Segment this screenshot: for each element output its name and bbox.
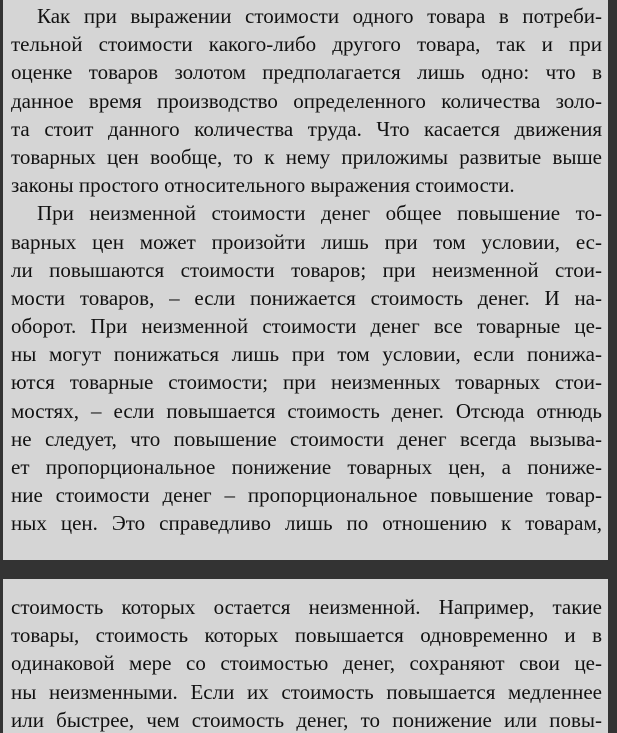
book-page-top xyxy=(3,0,608,560)
text-line: оценке товаров золотом предполагается лишь одно: что в xyxy=(11,60,602,85)
text-line: законы простого относительного выражения стоимости. xyxy=(11,173,515,198)
text-line: ли повышаются стоимости товаров; при неизменной стои- xyxy=(11,257,602,282)
text-line: товары, стоимость которых повышается одновременно и в xyxy=(11,623,602,648)
text-line: оборот. При неизменной стоимости денег все товарные це- xyxy=(11,314,602,339)
text-line: ных цен. Это справедливо лишь по отношению к товарам, xyxy=(11,511,602,536)
text-line: варных цен может произойти лишь при том условии, ес- xyxy=(11,229,602,254)
text-line: тельной стоимости какого-либо другого товара, так и при xyxy=(11,32,602,57)
text-line: мости товаров, – если понижается стоимость денег. И на- xyxy=(11,285,602,310)
book-page-bottom xyxy=(3,579,608,733)
text-line: ет пропорциональное понижение товарных цен, а пониже- xyxy=(11,455,602,479)
text-line: не следует, что повышение стоимости денег всегда вызыва- xyxy=(11,426,602,451)
paragraph-1 xyxy=(11,2,602,199)
text-line: та стоит данного количества труда. Что касается движения xyxy=(11,116,602,141)
text-line: ются товарные стоимости; при неизменных товарных стои- xyxy=(11,370,602,395)
text-line: данное время производство определенного количества золо- xyxy=(11,88,602,113)
text-line: мостях, – если повышается стоимость денег. Отсюда отнюдь xyxy=(11,398,602,423)
text-line: При неизменной стоимости денег общее повышение то- xyxy=(37,201,602,226)
paragraph-2 xyxy=(11,199,602,537)
text-line: ние стоимости денег – пропорциональное повышение товар- xyxy=(11,483,602,508)
text-line: ны могут понижаться лишь при том условии, если понижа- xyxy=(11,342,602,367)
paragraph-continued xyxy=(11,593,602,733)
text-line: стоимость которых остается неизменной. Например, такие xyxy=(11,595,602,619)
text-line: Как при выражении стоимости одного товара в потреби- xyxy=(37,4,602,28)
text-line: одинаковой мере со стоимостью денег, сохраняют свои це- xyxy=(11,651,602,676)
text-line: ны неизменными. Если их стоимость повышается медленнее xyxy=(11,679,602,704)
text-line: товарных цен вообще, то к нему приложимы развитые выше xyxy=(11,144,602,169)
text-line: или быстрее, чем стоимость денег, то понижение или повы- xyxy=(11,707,602,732)
